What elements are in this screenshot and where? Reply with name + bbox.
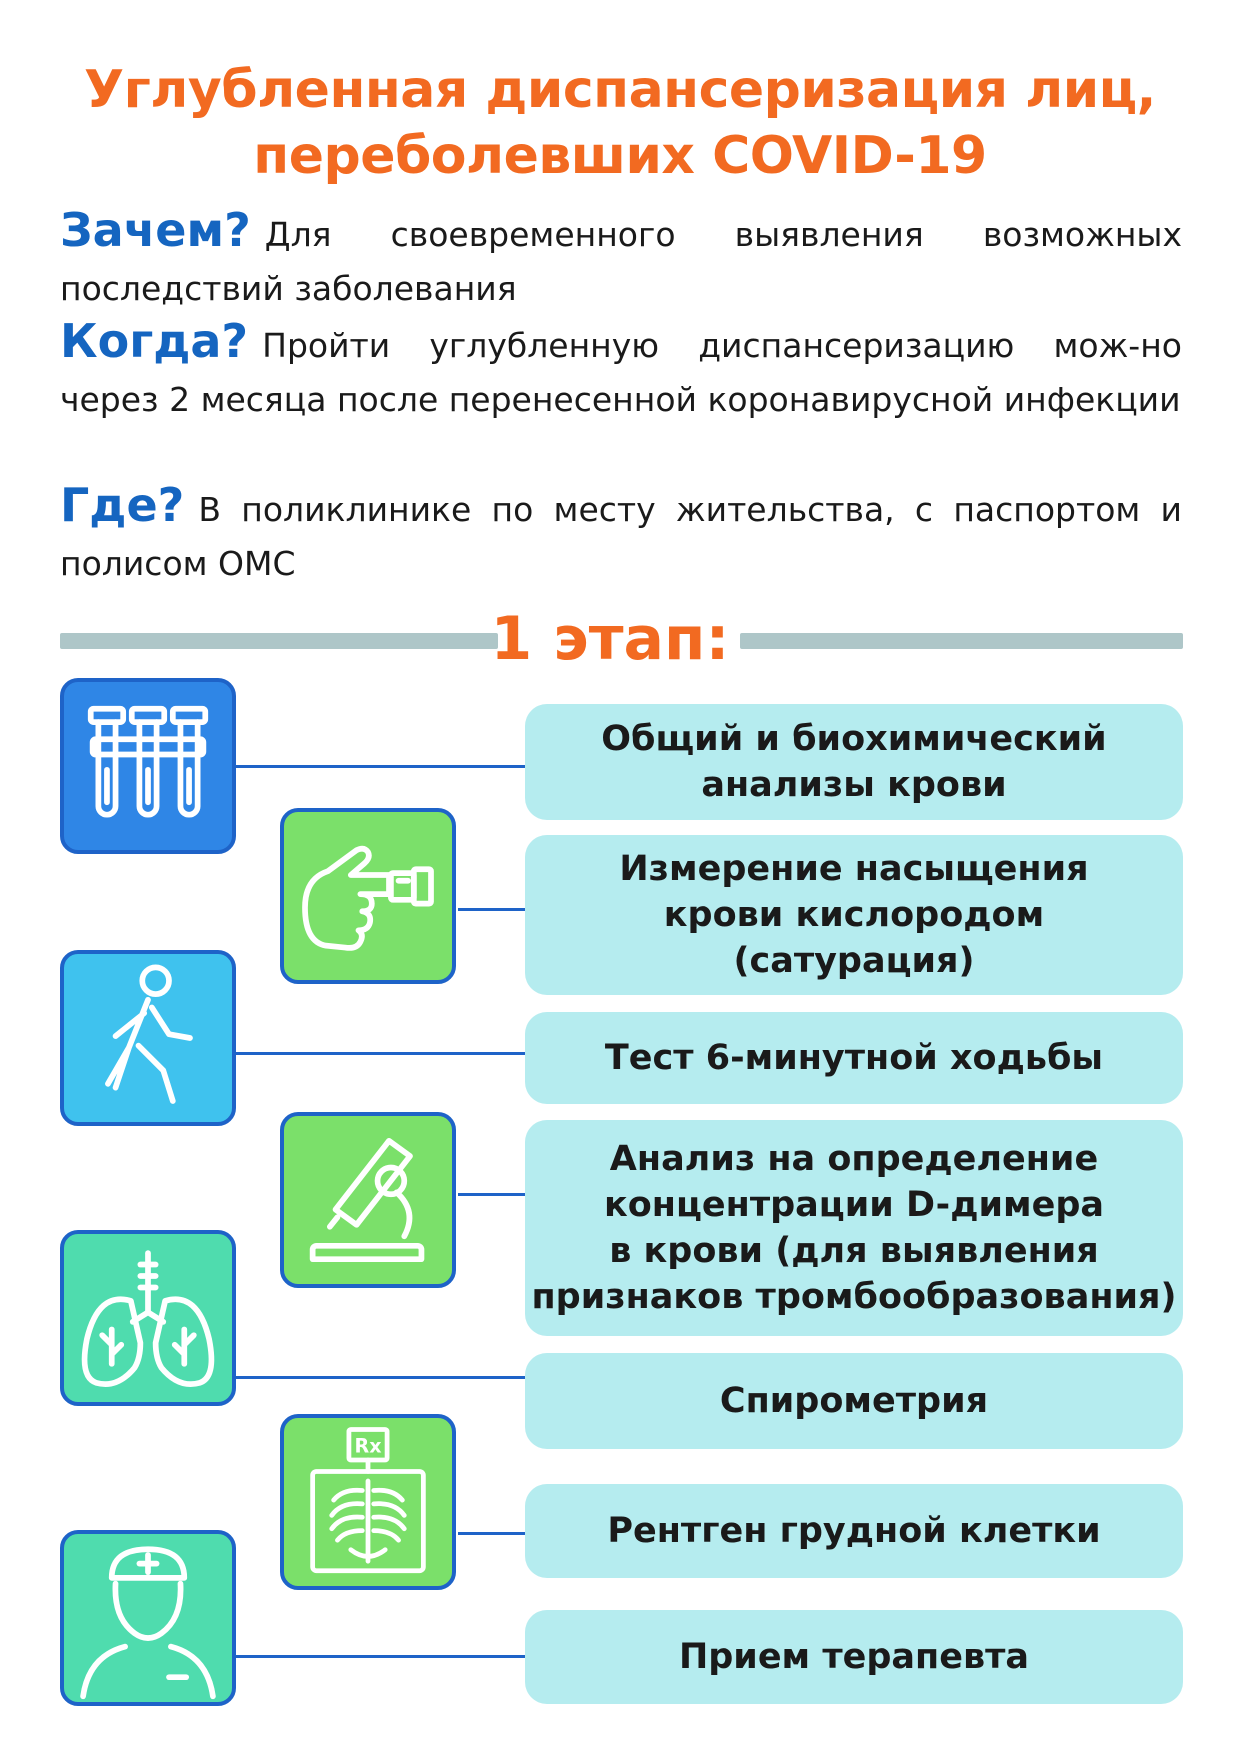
step-xray <box>525 1484 1183 1578</box>
step-label: Прием терапевта <box>678 1637 1030 1677</box>
answer-text: В поликлинике по месту жительства, с паспортом и полисом ОМС <box>60 490 1182 583</box>
pulse-oximeter-icon <box>280 808 456 984</box>
question-why <box>60 203 1182 316</box>
answer-text: Пройти углубленную диспансеризацию мож-но через 2 месяца после перенесенной коронавирусной инфекции <box>60 326 1182 419</box>
connector <box>236 1655 525 1658</box>
step-blood-test <box>525 704 1183 820</box>
connector <box>236 1376 525 1379</box>
step-therapist <box>525 1610 1183 1704</box>
walking-person-icon <box>60 950 236 1126</box>
stage-title: 1 этап: <box>490 604 730 674</box>
answer-text: Для своевременного выявления возможных последствий заболевания <box>60 215 1182 308</box>
connector <box>458 1193 525 1196</box>
step-saturation <box>525 835 1183 995</box>
microscope-icon <box>280 1112 456 1288</box>
lungs-icon <box>60 1230 236 1406</box>
chest-xray-icon <box>280 1414 456 1590</box>
step-label: Тест 6-минутной ходьбы <box>604 1038 1104 1078</box>
connector <box>236 765 525 768</box>
step-label: Рентген грудной клетки <box>607 1511 1101 1551</box>
question-when <box>60 314 1182 427</box>
doctor-icon <box>60 1530 236 1706</box>
step-spirometry <box>525 1353 1183 1449</box>
question-where <box>60 478 1182 591</box>
connector <box>236 1052 525 1055</box>
rx-glyph: Rx <box>354 1434 382 1458</box>
page-title-line-2: переболевших COVID-19 <box>253 126 987 186</box>
step-label: Спирометрия <box>719 1381 989 1421</box>
question-label: Где? <box>60 478 185 532</box>
step-label: Общий и биохимический анализы крови <box>601 719 1107 805</box>
step-label: Измерение насыщения крови кислородом (сатурация) <box>619 849 1089 981</box>
connector <box>458 908 525 911</box>
divider-right <box>740 633 1183 649</box>
connector <box>458 1532 525 1535</box>
test-tubes-icon <box>60 678 236 854</box>
step-label: Анализ на определение концентрации D-димера в крови (для выявления признаков тромбообразования) <box>531 1139 1177 1317</box>
page-title-line-1: Углубленная диспансеризация лиц, <box>84 60 1156 120</box>
question-label: Зачем? <box>60 203 251 257</box>
question-label: Когда? <box>60 314 249 368</box>
divider-left <box>60 633 498 649</box>
step-walk-test <box>525 1012 1183 1104</box>
step-d-dimer <box>525 1120 1183 1336</box>
